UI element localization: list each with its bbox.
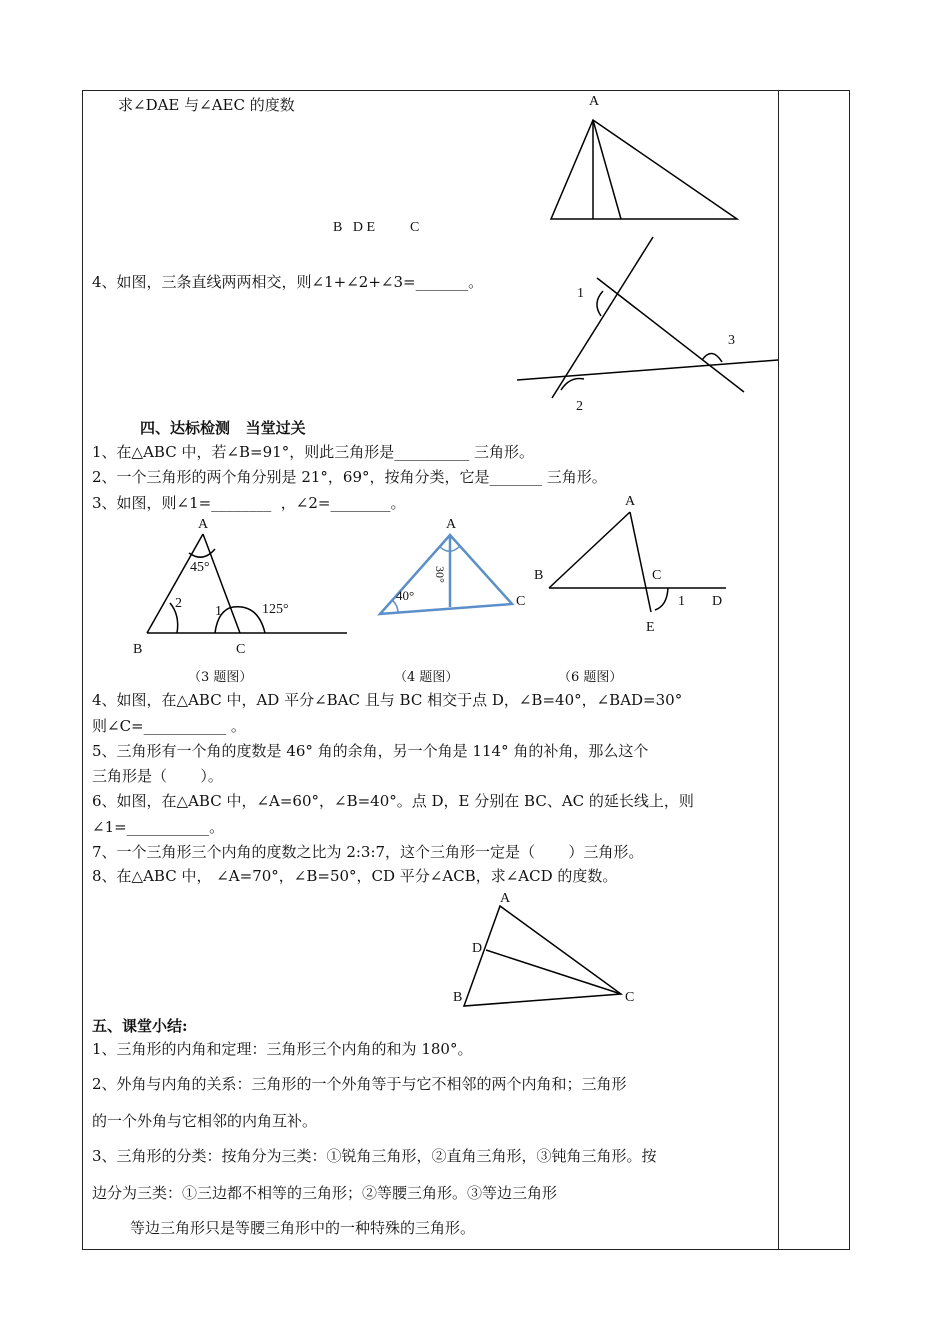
line-2 xyxy=(597,278,744,392)
fig1-label-bottom: B D E C xyxy=(333,220,420,235)
section-4-title: 四、达标检测 当堂过关 xyxy=(140,419,306,437)
angle-arc-3 xyxy=(702,353,722,362)
fig6-label-a: A xyxy=(625,494,636,509)
triangle-abc-8 xyxy=(464,906,621,1006)
line-3 xyxy=(517,360,778,380)
bisector-cd xyxy=(486,950,621,994)
fig1-label-a: A xyxy=(589,94,600,109)
angle-arc-1 xyxy=(597,291,603,316)
fig4-angle-30: 30° xyxy=(433,566,447,583)
fig6-label-1: 1 xyxy=(678,594,685,609)
fig3-caption: （3 题图） xyxy=(188,670,253,685)
practice-5a: 5、三角形有一个角的度数是 46° 角的余角，另一个角是 114° 角的补角，那么这个 xyxy=(92,742,649,760)
segment-ae xyxy=(593,120,621,219)
q-dae-aec: 求∠DAE 与∠AEC 的度数 xyxy=(118,96,295,114)
summary-3b: 边分为三类：①三边都不相等的三角形；②等腰三角形。③等边三角形 xyxy=(92,1184,558,1202)
section-5-title: 五、课堂小结: xyxy=(92,1017,188,1035)
summary-3a: 3、三角形的分类：按角分为三类：①锐角三角形，②直角三角形，③钝角三角形。按 xyxy=(92,1147,657,1165)
figure-2-three-lines xyxy=(517,237,778,398)
fig8-label-c: C xyxy=(625,990,635,1005)
fig3-angle-125: 125° xyxy=(262,602,289,617)
figure-6-triangle xyxy=(549,512,726,612)
triangle-abc-1 xyxy=(551,120,737,219)
fig6-caption: （6 题图） xyxy=(558,670,623,685)
fig8-label-d: D xyxy=(472,941,483,956)
summary-2b: 的一个外角与它相邻的内角互补。 xyxy=(92,1112,318,1130)
q4-intersect: 4、如图，三条直线两两相交，则∠1+∠2+∠3=_______。 xyxy=(92,273,484,291)
fig4-label-c: C xyxy=(516,594,526,609)
practice-2: 2、一个三角形的两个角分别是 21°，69°，按角分类，它是_______ 三角形。 xyxy=(92,468,607,486)
fig3-angle-45: 45° xyxy=(190,560,210,575)
fig3-label-a: A xyxy=(198,517,209,532)
line-ae xyxy=(630,512,651,612)
fig6-label-c: C xyxy=(652,568,662,583)
fig3-label-b: B xyxy=(133,642,143,657)
side-ab xyxy=(147,534,203,633)
practice-7: 7、一个三角形三个内角的度数之比为 2:3:7，这个三角形一定是（ ）三角形。 xyxy=(92,843,644,861)
fig4-label-a: A xyxy=(446,517,457,532)
practice-1: 1、在△ABC 中，若∠B=91°，则此三角形是__________ 三角形。 xyxy=(92,443,534,461)
angle-arc-2 xyxy=(561,378,584,390)
practice-3: 3、如图，则∠1=________ ，∠2=________。 xyxy=(92,494,406,512)
practice-6b: ∠1=___________。 xyxy=(92,818,225,836)
figure-3-triangle xyxy=(147,534,347,633)
fig2-label-3: 3 xyxy=(728,333,735,348)
angle-arc-1-6 xyxy=(655,588,668,610)
fig3-label-c: C xyxy=(236,642,246,657)
fig4-caption: （4 题图） xyxy=(394,670,459,685)
fig6-label-e: E xyxy=(646,620,655,635)
fig6-label-d: D xyxy=(712,594,723,609)
practice-6a: 6、如图，在△ABC 中，∠A=60°，∠B=40°。点 D，E 分别在 BC、AC 的延长线上，则 xyxy=(92,792,694,810)
fig3-label-1: 1 xyxy=(215,604,222,619)
practice-4b: 则∠C=___________ 。 xyxy=(92,717,246,735)
fig4-angle-40: 40° xyxy=(396,588,415,603)
fig3-label-2: 2 xyxy=(175,596,182,611)
fig2-label-1: 1 xyxy=(577,286,584,301)
summary-4: 等边三角形只是等腰三角形中的一种特殊的三角形。 xyxy=(130,1219,476,1237)
practice-4a: 4、如图，在△ABC 中，AD 平分∠BAC 且与 BC 相交于点 D，∠B=40°，∠BAD=30° xyxy=(92,691,683,709)
figure-8-triangle xyxy=(464,906,621,1006)
summary-2a: 2、外角与内角的关系：三角形的一个外角等于与它不相邻的两个内角和；三角形 xyxy=(92,1075,627,1093)
figure-1-triangle xyxy=(551,120,737,219)
side-ab-6 xyxy=(549,512,630,588)
summary-1: 1、三角形的内角和定理：三角形三个内角的和为 180°。 xyxy=(92,1040,473,1058)
practice-8: 8、在△ABC 中， ∠A=70°，∠B=50°，CD 平分∠ACB，求∠ACD 的度数。 xyxy=(92,867,618,885)
fig8-label-a: A xyxy=(500,891,511,906)
fig8-label-b: B xyxy=(453,990,463,1005)
fig6-label-b: B xyxy=(534,568,544,583)
practice-5b: 三角形是（ ）。 xyxy=(92,767,223,785)
fig2-label-2: 2 xyxy=(576,399,583,414)
